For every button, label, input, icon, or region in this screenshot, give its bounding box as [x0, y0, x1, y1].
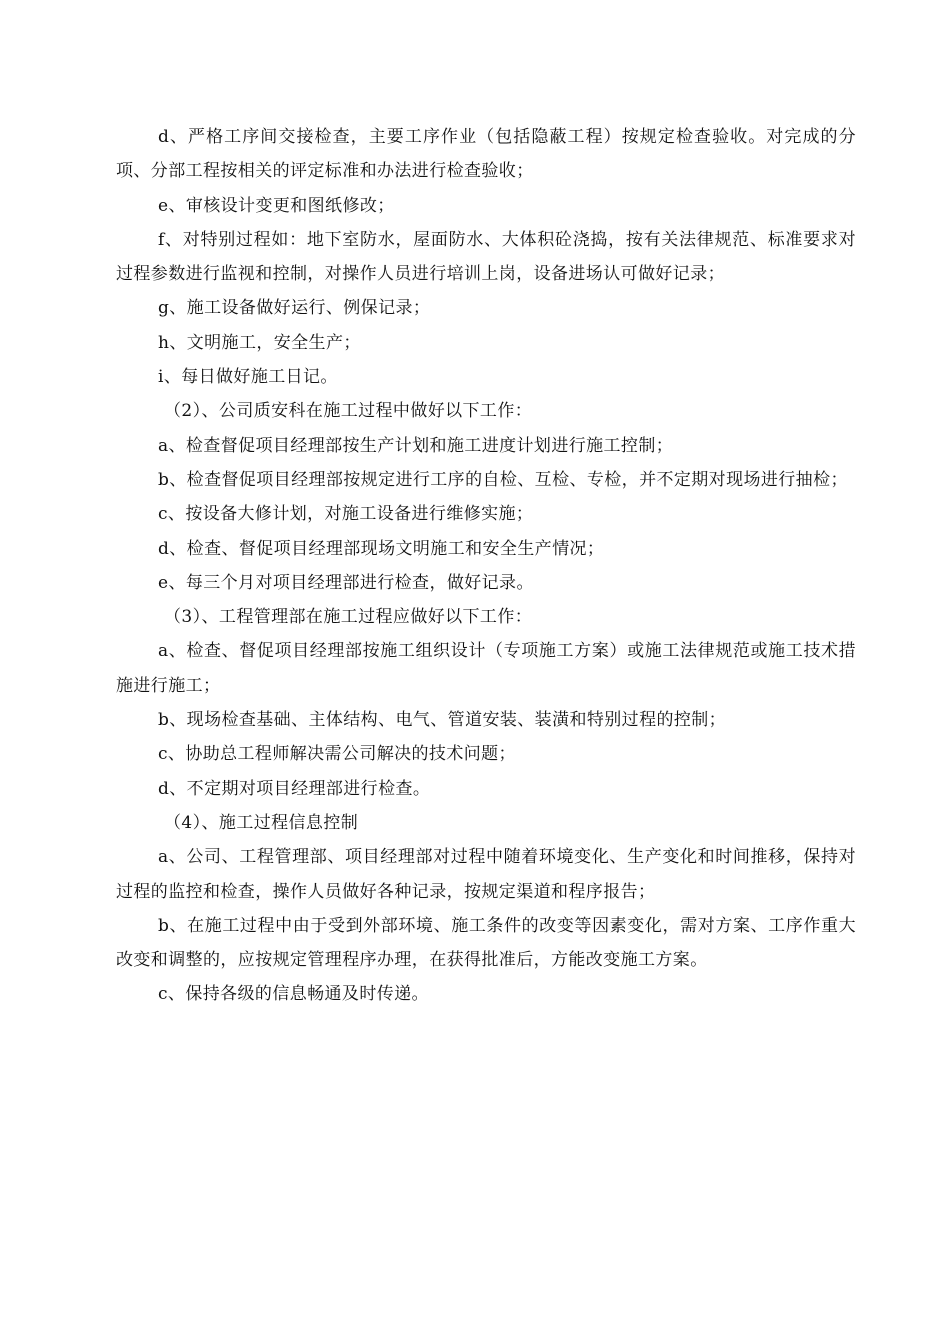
paragraph-e-design-change: e、审核设计变更和图纸修改；: [158, 195, 395, 216]
paragraph-h-safety: h、文明施工，安全生产；: [158, 332, 361, 353]
paragraph-d-inspection: d、严格工序间交接检查，主要工序作业（包括隐蔽工程）按规定检查验收。对完成的分项、分部工程按相关的评定标准和办法进行检查验收；: [116, 127, 856, 182]
paragraph-2a: a、检查督促项目经理部按生产计划和施工进度计划进行施工控制；: [158, 435, 674, 456]
paragraph-4b: b、在施工过程中由于受到外部环境、施工条件的改变等因素变化，需对方案、工序作重大改变和调整的，应按规定管理程序办理，在获得批准后，方能改变施工方案。: [116, 915, 856, 971]
paragraph-3c: c、协助总工程师解决需公司解决的技术问题；: [158, 744, 516, 765]
paragraph-f-special-process: f、对特别过程如：地下室防水，屋面防水、大体积砼浇捣，按有关法律规范、标准要求对过程参数进行监视和控制，对操作人员进行培训上岗，设备进场认可做好记录；: [116, 229, 856, 285]
paragraph-4c: c、保持各级的信息畅通及时传递。: [158, 984, 429, 1005]
paragraph-2e: e、每三个月对项目经理部进行检查，做好记录。: [158, 572, 534, 593]
paragraph-2b: b、检查督促项目经理部按规定进行工序的自检、互检、专检，并不定期对现场进行抽检；: [158, 469, 848, 490]
section-heading-2: （2）、公司质安科在施工过程中做好以下工作：: [164, 401, 533, 422]
paragraph-i-diary: i、每日做好施工日记。: [158, 367, 338, 388]
paragraph-4a: a、公司、工程管理部、项目经理部对过程中随着环境变化、生产变化和时间推移，保持对过程的监控和检查，操作人员做好各种记录，按规定渠道和程序报告；: [116, 847, 856, 902]
section-heading-3: （3）、工程管理部在施工过程应做好以下工作：: [164, 607, 533, 628]
paragraph-3a: a、检查、督促项目经理部按施工组织设计（专项施工方案）或施工法律规范或施工技术措施进行施工；: [116, 641, 856, 696]
document-body: [116, 120, 856, 1012]
paragraph-2c: c、按设备大修计划，对施工设备进行维修实施；: [158, 504, 534, 525]
paragraph-3b: b、现场检查基础、主体结构、电气、管道安装、装潢和特别过程的控制；: [158, 710, 727, 731]
section-heading-4: （4）、施工过程信息控制: [164, 812, 359, 833]
paragraph-3d: d、不定期对项目经理部进行检查。: [158, 778, 431, 799]
paragraph-g-equipment: g、施工设备做好运行、例保记录；: [158, 298, 431, 319]
paragraph-2d: d、检查、督促项目经理部现场文明施工和安全生产情况；: [158, 538, 605, 559]
